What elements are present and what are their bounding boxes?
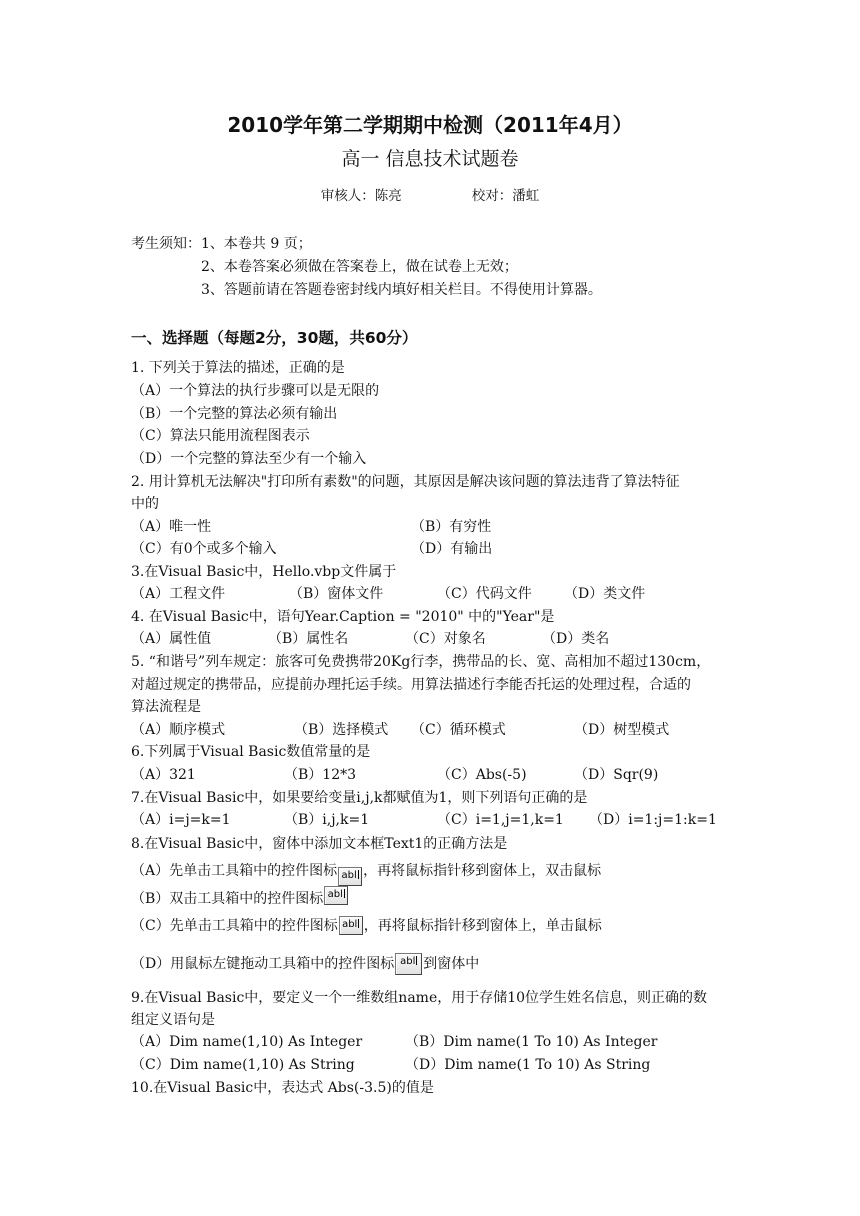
option: （B）有穷性 <box>411 519 492 535</box>
option: （B）Dim name(1 To 10) As Integer <box>405 1034 658 1050</box>
option: （B）窗体文件 <box>289 586 384 602</box>
option: （C）对象名 <box>405 631 486 647</box>
question-stem: 算法流程是 <box>131 699 201 715</box>
option: （D）一个完整的算法至少有一个输入 <box>131 451 367 467</box>
option: （A）Dim name(1,10) As Integer <box>131 1034 363 1050</box>
option: （D）i=1:j=1:k=1 <box>589 812 717 828</box>
option: （D）用鼠标左键拖动工具箱中的控件图标 abl 到窗体中 <box>131 953 479 975</box>
question-stem: 8.在Visual Basic中，窗体中添加文本框Text1的正确方法是 <box>131 836 508 852</box>
question-stem: 2. 用计算机无法解决"打印所有素数"的问题，其原因是解决该问题的算法违背了算法特征 <box>131 474 680 490</box>
option: （C）先单击工具箱中的控件图标 abl ，再将鼠标指针移到窗体上，单击鼠标 <box>131 918 602 934</box>
option: （B）一个完整的算法必须有输出 <box>131 406 338 422</box>
exam-title: 2010学年第二学期期中检测（2011年4月） <box>227 113 633 137</box>
textbox-control-icon: abl <box>339 916 363 935</box>
option: （B）属性名 <box>268 631 349 647</box>
option: （D）类名 <box>542 631 610 647</box>
option: （A）一个算法的执行步骤可以是无限的 <box>131 383 380 399</box>
option: （C）有0个或多个输入 <box>131 541 277 557</box>
reviewer: 审核人：陈亮 <box>320 188 402 204</box>
reviewer-line <box>0 186 860 206</box>
notice-item: 3、答题前请在答题卷密封线内填好相关栏目。不得使用计算器。 <box>201 282 602 298</box>
question-stem: 1. 下列关于算法的描述，正确的是 <box>131 360 345 376</box>
option: （C）算法只能用流程图表示 <box>131 428 310 444</box>
question-stem: 对超过规定的携带品，应提前办理托运手续。用算法描述行李能否托运的处理过程，合适的 <box>131 677 691 693</box>
option: （D）Dim name(1 To 10) As String <box>405 1057 651 1073</box>
textbox-control-icon: abl <box>395 953 422 975</box>
question-stem: 9.在Visual Basic中，要定义一个一维数组name，用于存储10位学生姓名信息，则正确的数 <box>131 990 708 1006</box>
notice-item: 1、本卷共 9 页； <box>201 236 312 252</box>
option: （A）321 <box>131 767 196 783</box>
option: （C）Dim name(1,10) As String <box>131 1057 355 1073</box>
option: （B）12*3 <box>284 767 357 783</box>
question-stem: 4. 在Visual Basic中，语句Year.Caption = "2010" 中的"Year"是 <box>131 609 555 625</box>
option: （A）顺序模式 <box>131 722 226 738</box>
proofreader: 校对：潘虹 <box>471 188 540 204</box>
question-stem: 中的 <box>131 496 159 512</box>
option: （B）双击工具箱中的控件图标 abl <box>131 886 349 909</box>
notice-label: 考生须知： <box>131 236 201 252</box>
section-heading: 一、选择题（每题2分，30题，共60分） <box>131 329 418 347</box>
option: （C）循环模式 <box>411 722 506 738</box>
option: （D）有输出 <box>411 541 493 557</box>
question-stem: 5. “和谐号”列车规定：旅客可免费携带20Kg行李，携带品的长、宽、高相加不超过130cm， <box>131 654 711 670</box>
exam-subtitle: 高一 信息技术试题卷 <box>341 148 519 170</box>
option: （A）工程文件 <box>131 586 226 602</box>
option: （C）Abs(-5) <box>437 767 527 783</box>
option: （C）i=1,j=1,k=1 <box>437 812 564 828</box>
textbox-control-icon: abl <box>338 867 362 886</box>
option: （C）代码文件 <box>437 586 532 602</box>
notice-item: 2、本卷答案必须做在答案卷上，做在试卷上无效； <box>201 259 518 275</box>
question-stem: 3.在Visual Basic中，Hello.vbp文件属于 <box>131 564 397 580</box>
option: （A）属性值 <box>131 631 212 647</box>
question-stem: 10.在Visual Basic中，表达式 Abs(-3.5)的值是 <box>131 1080 434 1096</box>
option: （A）唯一性 <box>131 519 212 535</box>
question-stem: 组定义语句是 <box>131 1012 215 1028</box>
option: （D）类文件 <box>564 586 646 602</box>
textbox-control-icon: abl <box>324 886 348 905</box>
option: （A）先单击工具箱中的控件图标 abl ，再将鼠标指针移到窗体上，双击鼠标 <box>131 861 601 886</box>
question-stem: 6.下列属于Visual Basic数值常量的是 <box>131 744 371 760</box>
option: （B）i,j,k=1 <box>284 812 370 828</box>
option: （B）选择模式 <box>294 722 389 738</box>
option: （D）Sqr(9) <box>574 767 659 783</box>
option: （D）树型模式 <box>574 722 670 738</box>
question-stem: 7.在Visual Basic中，如果要给变量i,j,k都赋值为1，则下列语句正确的是 <box>131 790 588 806</box>
option: （A）i=j=k=1 <box>131 812 231 828</box>
